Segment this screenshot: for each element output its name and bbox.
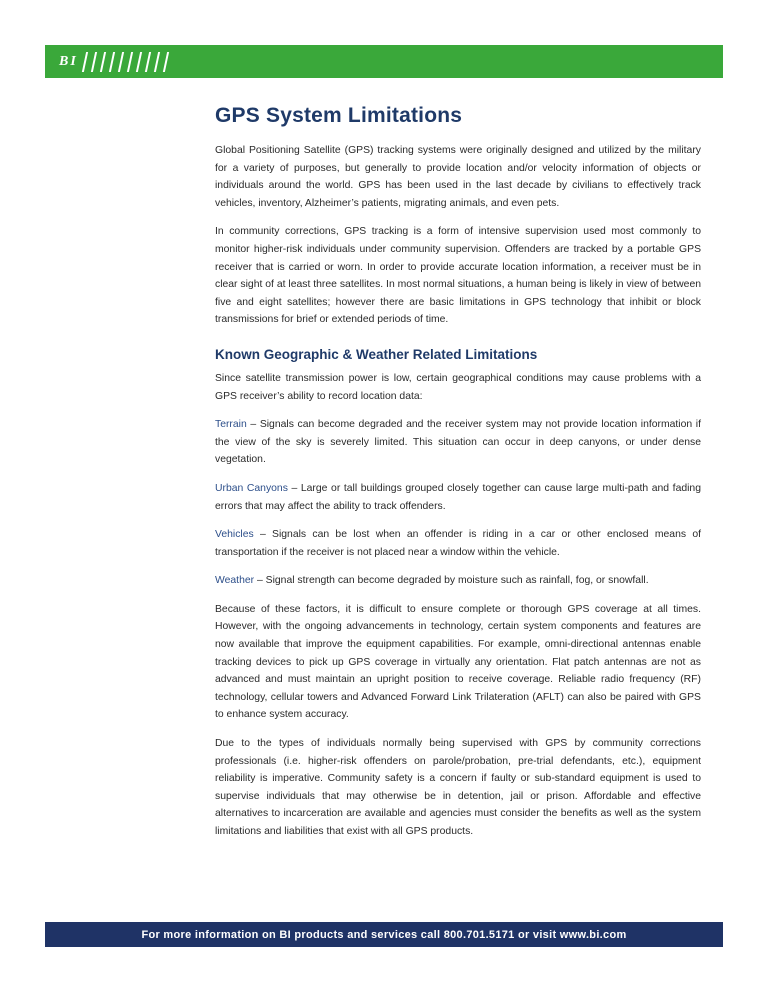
section-heading: Known Geographic & Weather Related Limitations xyxy=(215,346,538,362)
page-title: GPS System Limitations xyxy=(215,104,463,127)
limitation-text: – Large or tall buildings grouped closely together can cause large multi-path and fading errors that may affect the ability to track offenders. xyxy=(215,482,701,512)
limitation-urban-canyons xyxy=(215,480,701,515)
limitation-text: – Signal strength can become degraded by moisture such as rainfall, fog, or snowfall. xyxy=(254,575,649,587)
intro-paragraph-1: Global Positioning Satellite (GPS) tracking systems were originally designed and utilized by the military for a variety of purposes, but generally to provide location and/or velocity information of objects or individuals around the world. GPS has been used in the last decade by civilians to effectively track vehicles, inventory, Alzheimer’s patients, migrating animals, and even pets. xyxy=(215,145,701,209)
footer-contact-text: For more information on BI products and services call 800.701.5171 or visit www.bi.com xyxy=(141,928,627,941)
limitation-vehicles xyxy=(215,526,701,561)
limitation-text: – Signals can be lost when an offender is riding in a car or other enclosed means of transportation if the receiver is not placed near a window within the vehicle. xyxy=(215,529,701,558)
section-intro: Since satellite transmission power is low, certain geographical conditions may cause problems with a GPS receiver’s ability to record location data: xyxy=(215,372,701,402)
logo-text: BI xyxy=(59,53,78,69)
footer-bar xyxy=(45,922,723,947)
logo-stripes-icon xyxy=(84,52,174,72)
limitation-text: – Signals can become degraded and the receiver system may not provide location information if the view of the sky is severely limited. This situation can occur in deep canyons, or under dense vegetation. xyxy=(215,419,701,466)
limitation-term: Urban Canyons xyxy=(215,482,288,494)
limitation-term: Terrain xyxy=(215,419,247,431)
closing-paragraph-2: Due to the types of individuals normally being supervised with GPS by community corrections professionals (i.e. higher-risk offenders on parole/probation, pre-trial defendants, etc.), equipment reliability is imperative. Community safety is a concern if faulty or sub-standard equipment is used to supervise individuals that may otherwise be in detention, jail or prison. Affordable and effective alternatives to incarceration are available and agencies must consider the benefits as well as the system limitations and liabilities that exist with all GPS products. xyxy=(215,738,701,837)
limitation-term: Weather xyxy=(215,575,255,587)
header-bar xyxy=(45,45,723,78)
article xyxy=(215,104,701,852)
bi-logo xyxy=(45,45,190,78)
limitation-term: Vehicles xyxy=(215,529,254,541)
closing-paragraph-1: Because of these factors, it is difficult to ensure complete or thorough GPS coverage at all times. However, with the ongoing advancements in technology, certain system components and features are now available that improve the equipment capabilities. For example, omni-directional antennas enable tracking devices to pick up GPS coverage in virtually any orientation. Flat patch antennas are not as advanced and must maintain an upright position to receive coverage. Reliable radio frequency (RF) technology, cellular towers and Advanced Forward Link Trilateration (AFLT) can also be paired with GPS to enhance system accuracy. xyxy=(215,603,701,721)
intro-paragraph-2: In community corrections, GPS tracking is a form of intensive supervision used most commonly to monitor higher-risk individuals under community supervision. Offenders are tracked by a portable GPS receiver that is carried or worn. In order to provide accurate location information, a receiver must be in clear sight of at least three satellites. In most normal situations, a human being is likely in view of between five and eight satellites; however there are basic limitations in GPS technology that inhibit or block transmissions for brief or extended periods of time. xyxy=(215,226,701,326)
limitation-weather xyxy=(215,572,701,590)
limitation-terrain xyxy=(215,416,701,469)
